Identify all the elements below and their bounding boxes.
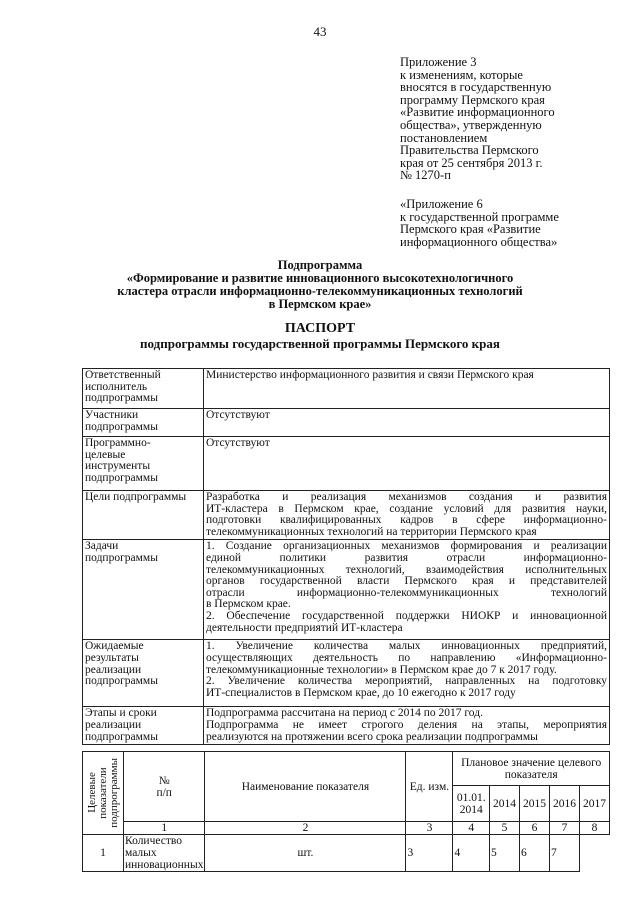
row-value-line: деятельности предприятий ИТ-кластера	[206, 621, 403, 634]
year-header: 2015	[520, 786, 550, 822]
passport-row	[83, 491, 610, 540]
indicator-value: 3	[406, 835, 453, 872]
passport-row-value	[204, 540, 610, 640]
indicator-value: 5	[490, 835, 520, 872]
passport-row-value	[204, 640, 610, 707]
annex-3-line: края от 25 сентября 2013 г.	[400, 155, 543, 170]
annex-3-line: общества», утвержденную	[400, 117, 542, 132]
row-value-line: ИТ-специалистов в Пермском крае, до 10 ежегодно к 2017 году	[206, 686, 516, 699]
row-value-line: Отсутствуют	[206, 409, 270, 421]
row-value-line: осуществляющих деятельность по направлению «Информационно-	[206, 651, 607, 664]
row-value-line: подготовки квалифицированных кадров в сфере информационно-	[206, 514, 607, 527]
indicators-side-label	[83, 752, 124, 835]
row-value-line: единой политики развития отрасли информационно-	[206, 551, 607, 564]
annex-3-line: № 1270-п	[400, 168, 451, 183]
subprogram-title-line: в Пермском крае»	[268, 297, 372, 311]
row-value-line: 1. Создание организационных механизмов формирования и реализации	[206, 540, 607, 553]
row-value-line: 2. Обеспечение государственной поддержки НИОКР и инновационной	[206, 609, 607, 622]
row-label-line: Ответственный	[85, 369, 161, 381]
year-header: 2014	[490, 786, 520, 822]
passport-row	[83, 437, 610, 491]
column-index: 7	[550, 822, 580, 835]
passport-row-label	[83, 707, 204, 745]
row-value-line: Подпрограмма не имеет строгого деления на этапы, мероприятия	[206, 718, 607, 731]
column-index: 6	[520, 822, 550, 835]
side-label-line: Целевые	[85, 772, 98, 814]
passport-row-value	[204, 437, 610, 491]
row-value-line: телекоммуникационных технологий, взаимодействия исполнительных	[206, 563, 607, 576]
annex-3-line: «Развитие информационного	[400, 105, 555, 120]
passport-row	[83, 369, 610, 409]
column-index: 3	[406, 822, 453, 835]
row-value-line: Отсутствуют	[206, 437, 270, 449]
passport-heading: ПАСПОРТ	[284, 321, 356, 336]
row-label-line: подпрограммы	[85, 730, 158, 743]
row-label-line: Цели подпрограммы	[85, 491, 187, 503]
row-value-line: отрасли информационно-телекоммуникационных технологий	[206, 586, 607, 599]
annex-3-line: Правительства Пермского	[400, 143, 539, 158]
passport-row	[83, 640, 610, 707]
side-label-line: показатели	[96, 767, 109, 819]
annex-3-block	[400, 56, 555, 182]
row-value-line: ИТ-кластера в Пермском крае, создание условий для развития науки,	[206, 502, 607, 515]
indicator-number: 1	[83, 835, 124, 872]
row-label-line: результаты	[85, 651, 139, 664]
year-header: 2016	[550, 786, 580, 822]
row-label-line: исполнитель	[85, 380, 148, 393]
annex-6-line: «Приложение 6	[400, 197, 483, 211]
annex-6-line: к государственной программе	[400, 209, 559, 224]
annex-3-line: программу Пермского края	[400, 92, 545, 107]
passport-row-value	[204, 369, 610, 409]
col-number-header	[124, 752, 205, 822]
subprogram-title	[0, 272, 640, 311]
row-value-line: 1. Увеличение количества малых инновационных предприятий,	[206, 640, 607, 653]
row-label-line: подпрограммы	[85, 675, 158, 688]
row-label-line: целевые	[85, 448, 126, 461]
row-value-line: Разработка и реализация механизмов создания и развития	[206, 491, 607, 503]
column-index: 1	[124, 822, 205, 835]
passport-row-value	[204, 491, 610, 540]
passport-row-value	[204, 409, 610, 437]
indicators-table	[82, 751, 610, 872]
subprogram-heading	[0, 259, 640, 311]
column-index: 8	[580, 822, 610, 835]
row-label-line: инструменты	[85, 460, 151, 473]
indicator-name: Количество малых инновационных	[125, 835, 204, 871]
passport-table	[82, 368, 610, 745]
row-value-line: органов государственной власти Пермского края и представителей	[206, 575, 607, 588]
row-value-line: Подпрограмма рассчитана на период с 2014 по 2017 год.	[206, 707, 483, 720]
row-value-line: Министерство информационного развития и связи Пермского края	[206, 369, 534, 381]
annex-3-line: к изменениям, которые	[400, 67, 523, 82]
subprogram-label: Подпрограмма	[277, 258, 363, 272]
passport-row	[83, 409, 610, 437]
passport-row-label	[83, 437, 204, 491]
row-value-line: телекоммуникационные технологии» в Пермском крае до 7 к 2017 году.	[206, 663, 557, 676]
passport-row-label	[83, 491, 204, 540]
row-label-line: реализации	[85, 718, 142, 731]
year-header: 01.01. 2014	[453, 786, 490, 822]
column-index: 5	[490, 822, 520, 835]
row-label-line: подпрограммы	[85, 392, 158, 405]
row-value-line: 2. Увеличение количества мероприятий, направленных на подготовку	[206, 675, 607, 688]
annex-3-line: вносятся в государственную	[400, 80, 552, 95]
passport-row-label	[83, 409, 204, 437]
passport-row-value	[204, 707, 610, 745]
col-plan-header: Плановое значение целевого показателя	[453, 752, 610, 786]
row-value-line: реализуются на протяжении всего срока реализации подпрограммы	[206, 730, 538, 743]
passport-row-label	[83, 540, 204, 640]
indicator-value: 6	[520, 835, 550, 872]
row-label-line: Задачи	[85, 540, 119, 553]
row-label-line: подпрограммы	[85, 420, 158, 433]
passport-subheading: подпрограммы государственной программы Пермского края	[140, 336, 500, 351]
row-label-line: Ожидаемые	[85, 640, 144, 653]
annex-6-block	[400, 198, 559, 248]
side-label-line: подпрограммы	[107, 758, 120, 828]
passport-row	[83, 707, 610, 745]
subprogram-title-line: кластера отрасли информационно-телекоммуникационных технологий	[117, 284, 523, 298]
row-label-line: Участники	[85, 409, 139, 421]
year-header: 2017	[580, 786, 610, 822]
col-number-label: № п/п	[156, 774, 172, 799]
indicator-value: 4	[453, 835, 490, 872]
col-unit-header: Ед. изм.	[406, 752, 453, 822]
col-name-header: Наименование показателя	[205, 752, 406, 822]
row-label-line: подпрограммы	[85, 471, 158, 484]
row-value-line: телекоммуникационных технологий на территории Пермского края	[206, 525, 537, 538]
annex-6-line: Пермского края «Развитие	[400, 222, 541, 237]
row-label-line: Программно-	[85, 437, 151, 449]
passport-row-label	[83, 369, 204, 409]
subprogram-title-line: «Формирование и развитие инновационного высокотехнологичного	[126, 271, 514, 285]
annex-3-line: постановлением	[400, 130, 488, 145]
indicator-value: 7	[550, 835, 580, 872]
row-value-line: в Пермском крае.	[206, 598, 291, 611]
page-number: 43	[313, 24, 327, 39]
passport-row-label	[83, 640, 204, 707]
row-label-line: подпрограммы	[85, 551, 158, 564]
passport-row	[83, 540, 610, 640]
row-label-line: Этапы и сроки	[85, 707, 157, 720]
row-label-line: реализации	[85, 663, 142, 676]
indicator-unit: шт.	[205, 835, 406, 872]
column-index: 2	[205, 822, 406, 835]
annex-3-line: Приложение 3	[400, 55, 477, 69]
column-index: 4	[453, 822, 490, 835]
annex-6-line: информационного общества»	[400, 234, 558, 249]
